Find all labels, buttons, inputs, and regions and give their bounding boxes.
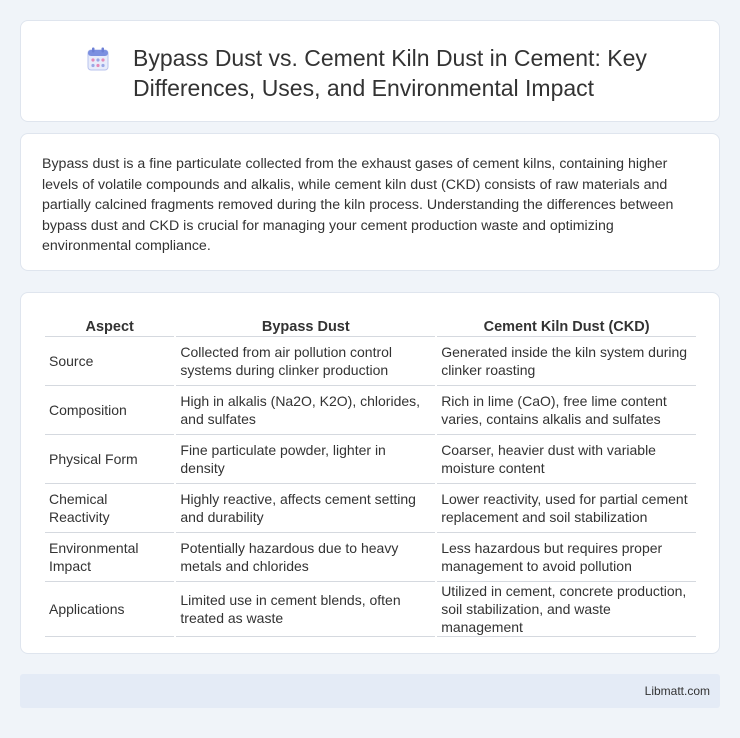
table-row	[45, 533, 696, 582]
header	[87, 43, 687, 103]
row-aspect: Source	[45, 337, 174, 386]
row-cement-kiln-dust: Utilized in cement, concrete production, soil stabilization, and waste management	[437, 582, 696, 637]
row-bypass-dust: Highly reactive, affects cement setting and durability	[176, 484, 435, 533]
table-row	[45, 435, 696, 484]
intro-paragraph: Bypass dust is a fine particulate collected from the exhaust gases of cement kilns, containing higher levels of volatile compounds and alkalis, while cement kiln dust (CKD) consists of raw materials and partially calcined fragments removed during the kiln process. Understanding the differences between bypass dust and CKD is crucial for managing your cement production waste and optimizing environmental compliance.	[42, 156, 674, 254]
table-row	[45, 386, 696, 435]
header-card	[20, 20, 720, 122]
comparison-table	[43, 317, 698, 637]
row-aspect: Composition	[45, 386, 174, 435]
row-bypass-dust: Limited use in cement blends, often treated as waste	[176, 582, 435, 637]
intro-card	[20, 133, 720, 271]
comparison-card	[20, 292, 720, 654]
page-title: Bypass Dust vs. Cement Kiln Dust in Cement: Key Differences, Uses, and Environmental Impact	[133, 45, 647, 101]
row-cement-kiln-dust: Coarser, heavier dust with variable moisture content	[437, 435, 696, 484]
row-aspect: Physical Form	[45, 435, 174, 484]
footer-site-link[interactable]: Libmatt.com	[644, 684, 710, 698]
row-bypass-dust: Fine particulate powder, lighter in density	[176, 435, 435, 484]
table-row	[45, 337, 696, 386]
row-bypass-dust: Potentially hazardous due to heavy metals and chlorides	[176, 533, 435, 582]
header-cement-kiln-dust: Cement Kiln Dust (CKD)	[437, 317, 696, 337]
row-aspect: Applications	[45, 582, 174, 637]
row-aspect: Environmental Impact	[45, 533, 174, 582]
row-bypass-dust: High in alkalis (Na2O, K2O), chlorides, and sulfates	[176, 386, 435, 435]
row-cement-kiln-dust: Lower reactivity, used for partial cement replacement and soil stabilization	[437, 484, 696, 533]
row-aspect: Chemical Reactivity	[45, 484, 174, 533]
footer	[20, 674, 720, 708]
table-row	[45, 582, 696, 637]
row-bypass-dust: Collected from air pollution control systems during clinker production	[176, 337, 435, 386]
header-bypass-dust: Bypass Dust	[176, 317, 435, 337]
table-row	[45, 484, 696, 533]
row-cement-kiln-dust: Generated inside the kiln system during clinker roasting	[437, 337, 696, 386]
calendar-icon	[87, 47, 109, 71]
row-cement-kiln-dust: Less hazardous but requires proper management to avoid pollution	[437, 533, 696, 582]
row-cement-kiln-dust: Rich in lime (CaO), free lime content varies, contains alkalis and sulfates	[437, 386, 696, 435]
header-aspect: Aspect	[45, 317, 174, 337]
table-header-row	[45, 317, 696, 337]
